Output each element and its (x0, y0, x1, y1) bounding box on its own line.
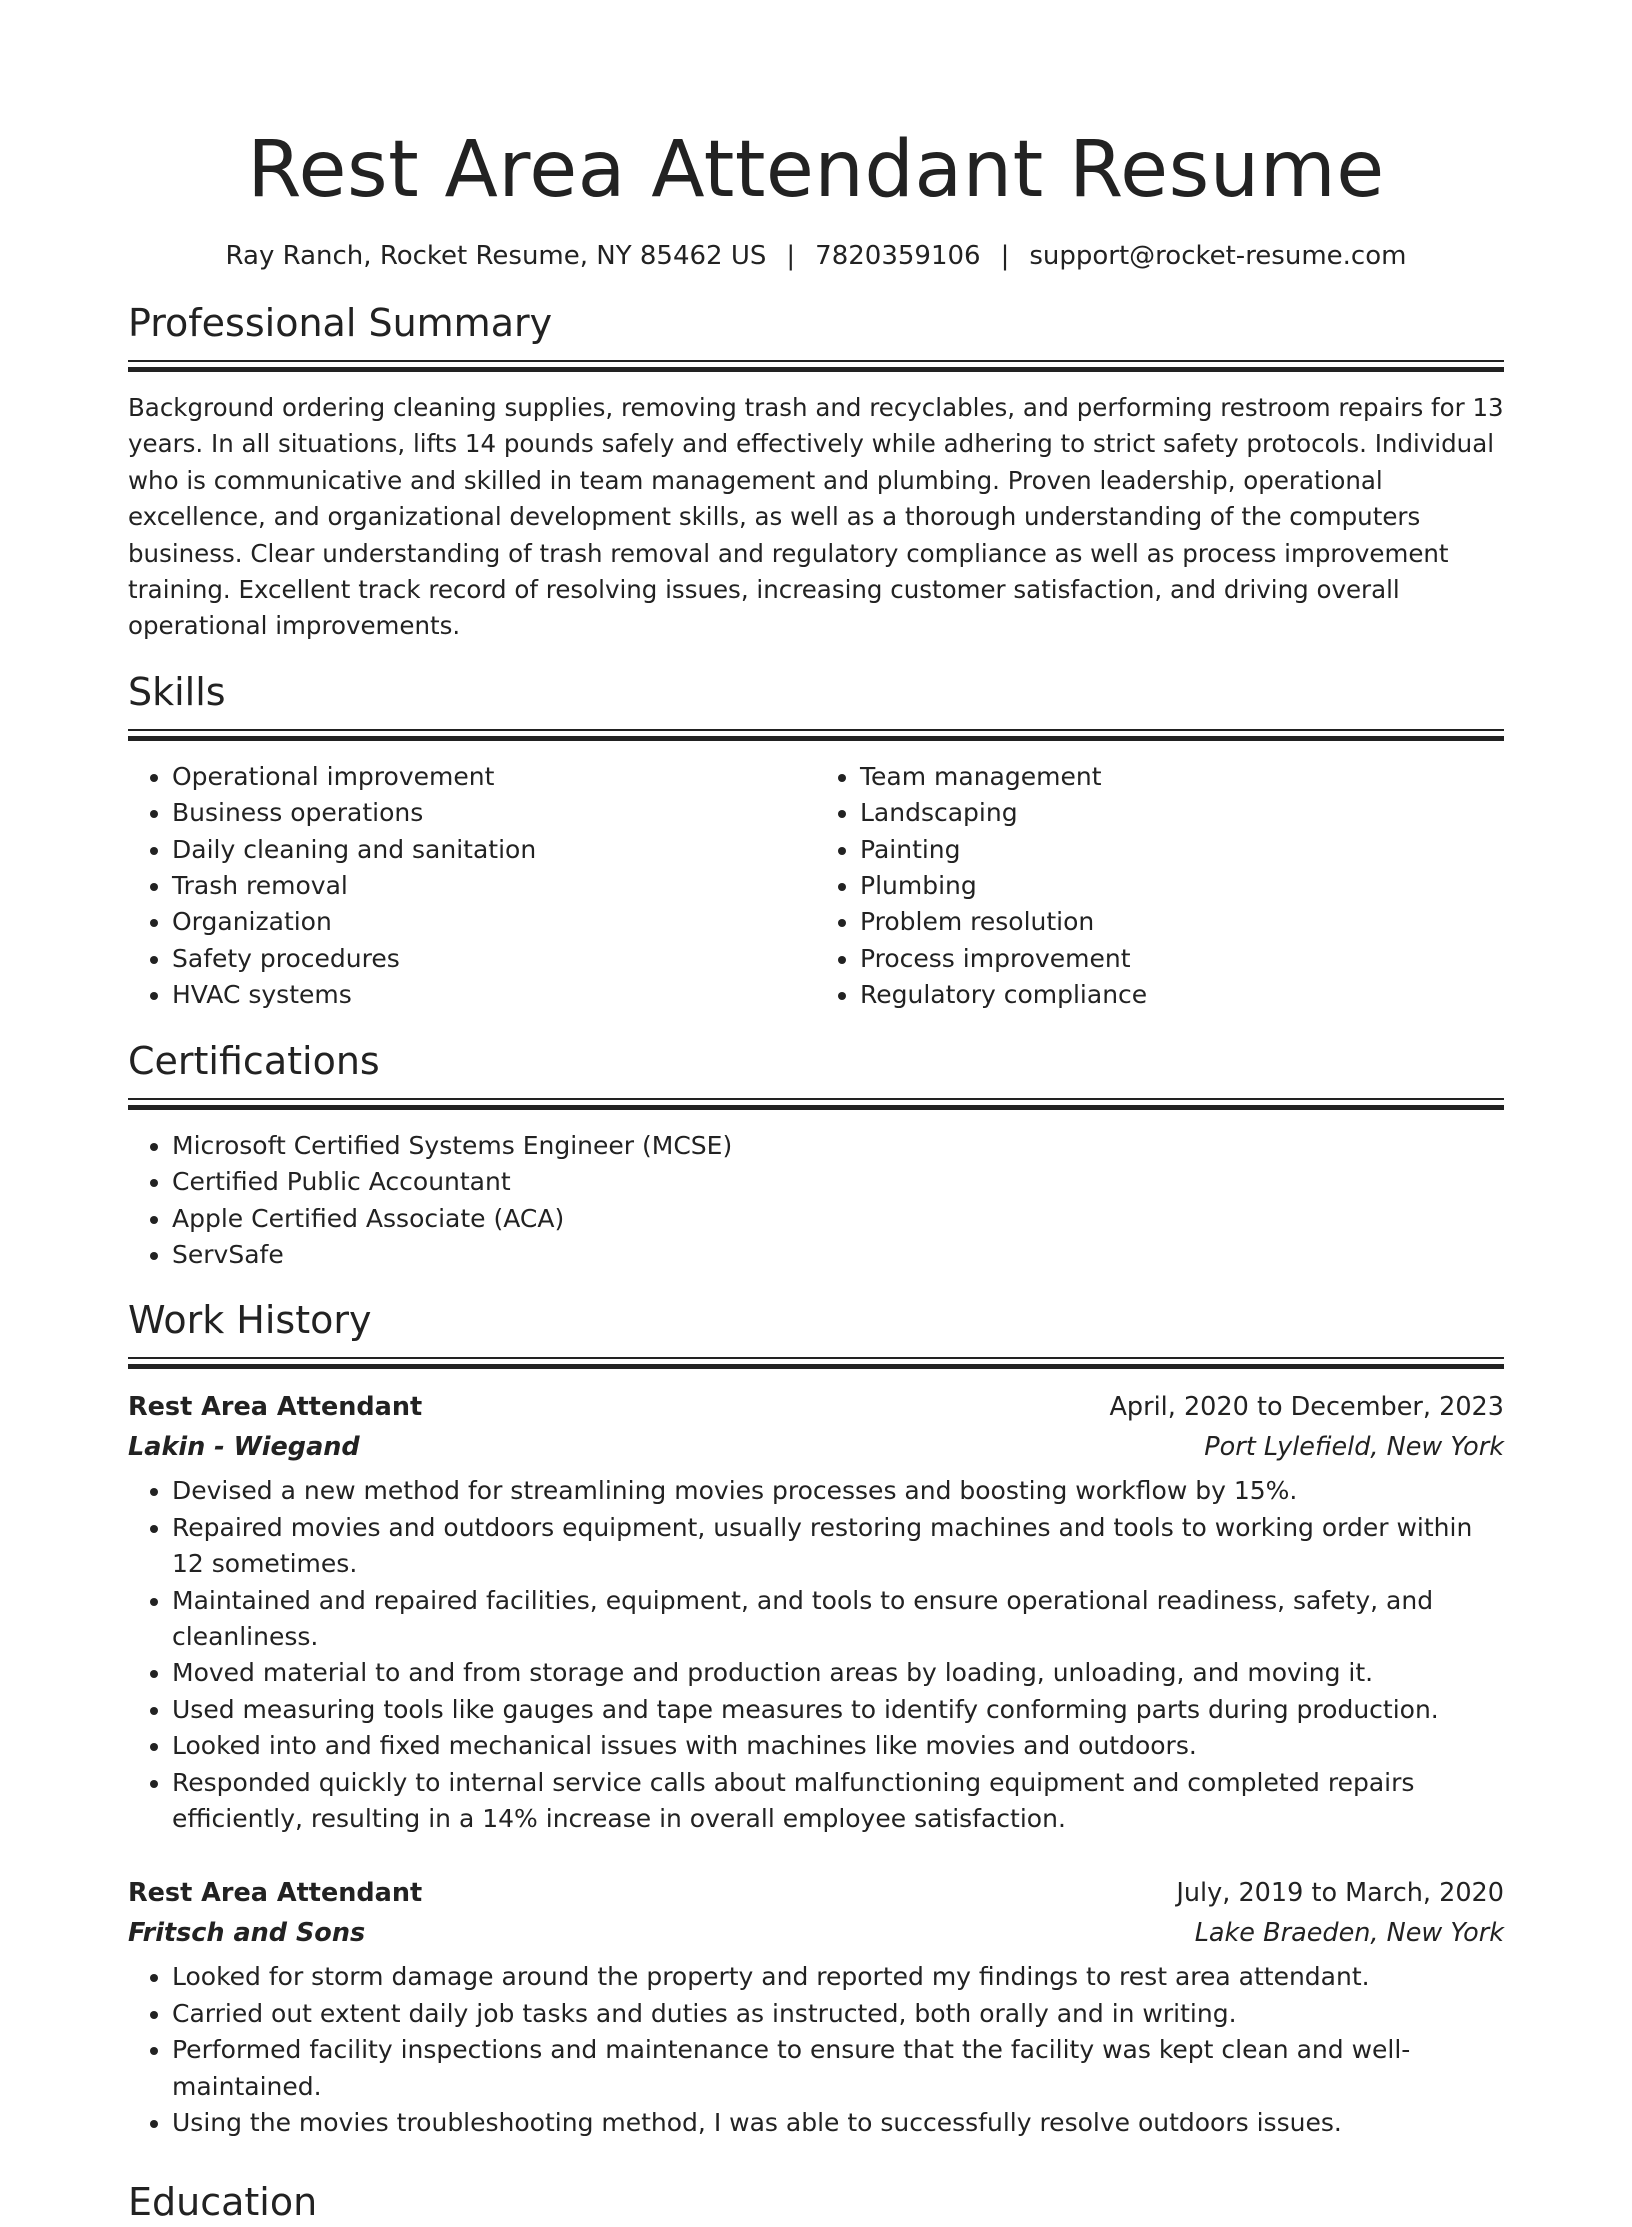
skill-item: • Operational improvement (172, 759, 816, 795)
job-dates: July, 2019 to March, 2020 (1176, 1878, 1504, 1909)
skill-item: • Regulatory compliance (860, 977, 1504, 1013)
skill-item: • Plumbing (860, 868, 1504, 904)
certifications-section (128, 1036, 1504, 1274)
contact-separator: | (1000, 241, 1010, 271)
skills-section (128, 667, 1504, 1014)
contact-phone: 7820359106 (815, 241, 981, 271)
skills-list-right (816, 759, 1504, 1014)
contact-separator: | (786, 241, 796, 271)
skill-item: • HVAC systems (172, 977, 816, 1013)
job-bullet: • Looked for storm damage around the property and reported my findings to rest area attendant. (172, 1959, 1504, 1995)
job-location: Lake Braeden, New York (1194, 1918, 1504, 1949)
job-company: Fritsch and Sons (128, 1918, 366, 1949)
job-meta (128, 1387, 1504, 1467)
certification-item: • Certified Public Accountant (172, 1164, 1504, 1200)
job-company-row (128, 1427, 1504, 1467)
summary-text: Background ordering cleaning supplies, removing trash and recyclables, and performing restroom repairs for 13 years. In all situations, lifts 14 pounds safely and effectively while adhering to strict safety protocols. Individual who is communicative and skilled in team management and plumbing. Proven leadership, operational excellence, and organizational development skills, as well as a thorough understanding of the computers business. Clear understanding of trash removal and regulatory compliance as well as process improvement training. Excellent track record of resolving issues, increasing customer satisfaction, and driving overall operational improvements. (128, 393, 1504, 641)
job-company-row (128, 1913, 1504, 1953)
job-bullet: • Used measuring tools like gauges and tape measures to identify conforming parts during production. (172, 1692, 1504, 1728)
job-dates: April, 2020 to December, 2023 (1109, 1392, 1504, 1423)
skill-item: • Organization (172, 904, 816, 940)
job-entry (128, 1873, 1504, 2141)
skills-list-left (128, 759, 816, 1014)
job-bullet: • Devised a new method for streamlining movies processes and boosting workflow by 15%. (172, 1473, 1504, 1509)
certification-item: • Apple Certified Associate (ACA) (172, 1201, 1504, 1237)
section-heading: Education (128, 2180, 318, 2225)
job-entry (128, 1387, 1504, 1837)
job-head-row (128, 1387, 1504, 1427)
job-meta (128, 1873, 1504, 1953)
job-title: Rest Area Attendant (128, 1392, 423, 1423)
skill-item: • Team management (860, 759, 1504, 795)
job-bullet: • Maintained and repaired facilities, equipment, and tools to ensure operational readiness, safety, and cleanliness. (172, 1583, 1504, 1656)
job-head-row (128, 1873, 1504, 1913)
skill-item: • Daily cleaning and sanitation (172, 832, 816, 868)
section-divider (128, 729, 1504, 741)
job-bullets (128, 1473, 1504, 1837)
skill-item: • Process improvement (860, 941, 1504, 977)
skills-grid (128, 759, 1504, 1014)
job-company: Lakin - Wiegand (128, 1432, 360, 1463)
job-location: Port Lylefield, New York (1204, 1432, 1504, 1463)
job-bullet: • Moved material to and from storage and production areas by loading, unloading, and moving it. (172, 1655, 1504, 1691)
section-heading: Certifications (128, 1038, 380, 1083)
section-divider (128, 1098, 1504, 1110)
job-bullet: • Carried out extent daily job tasks and duties as instructed, both orally and in writing. (172, 1996, 1504, 2032)
resume-title: Rest Area Attendant Resume (247, 125, 1385, 215)
section-heading: Skills (128, 669, 226, 714)
education-section (128, 2177, 1504, 2227)
certifications-list (128, 1128, 1504, 1274)
section-heading: Professional Summary (128, 301, 553, 345)
section-heading: Work History (128, 1298, 372, 1343)
certification-item: • ServSafe (172, 1237, 1504, 1273)
job-bullets (128, 1959, 1504, 2141)
contact-email: support@rocket-resume.com (1029, 241, 1407, 271)
job-bullet: • Looked into and fixed mechanical issues with machines like movies and outdoors. (172, 1728, 1504, 1764)
skill-item: • Problem resolution (860, 904, 1504, 940)
job-bullet: • Repaired movies and outdoors equipment, usually restoring machines and tools to working order within 12 sometimes. (172, 1510, 1504, 1583)
job-bullet: • Performed facility inspections and maintenance to ensure that the facility was kept clean and well-maintained. (172, 2032, 1504, 2105)
skill-item: • Landscaping (860, 795, 1504, 831)
section-divider (128, 360, 1504, 372)
skill-item: • Trash removal (172, 868, 816, 904)
job-bullet: • Responded quickly to internal service calls about malfunctioning equipment and completed repairs efficiently, resulting in a 14% increase in overall employee satisfaction. (172, 1765, 1504, 1838)
skill-item: • Painting (860, 832, 1504, 868)
summary-section (128, 298, 1504, 645)
contact-line (128, 238, 1504, 274)
job-bullet: • Using the movies troubleshooting method, I was able to successfully resolve outdoors issues. (172, 2105, 1504, 2141)
section-divider (128, 1357, 1504, 1369)
skill-item: • Business operations (172, 795, 816, 831)
skill-item: • Safety procedures (172, 941, 816, 977)
certification-item: • Microsoft Certified Systems Engineer (MCSE) (172, 1128, 1504, 1164)
job-title: Rest Area Attendant (128, 1878, 423, 1909)
work-history-section (128, 1295, 1504, 2141)
contact-address: Ray Ranch, Rocket Resume, NY 85462 US (225, 241, 767, 271)
resume-page (128, 0, 1504, 2227)
